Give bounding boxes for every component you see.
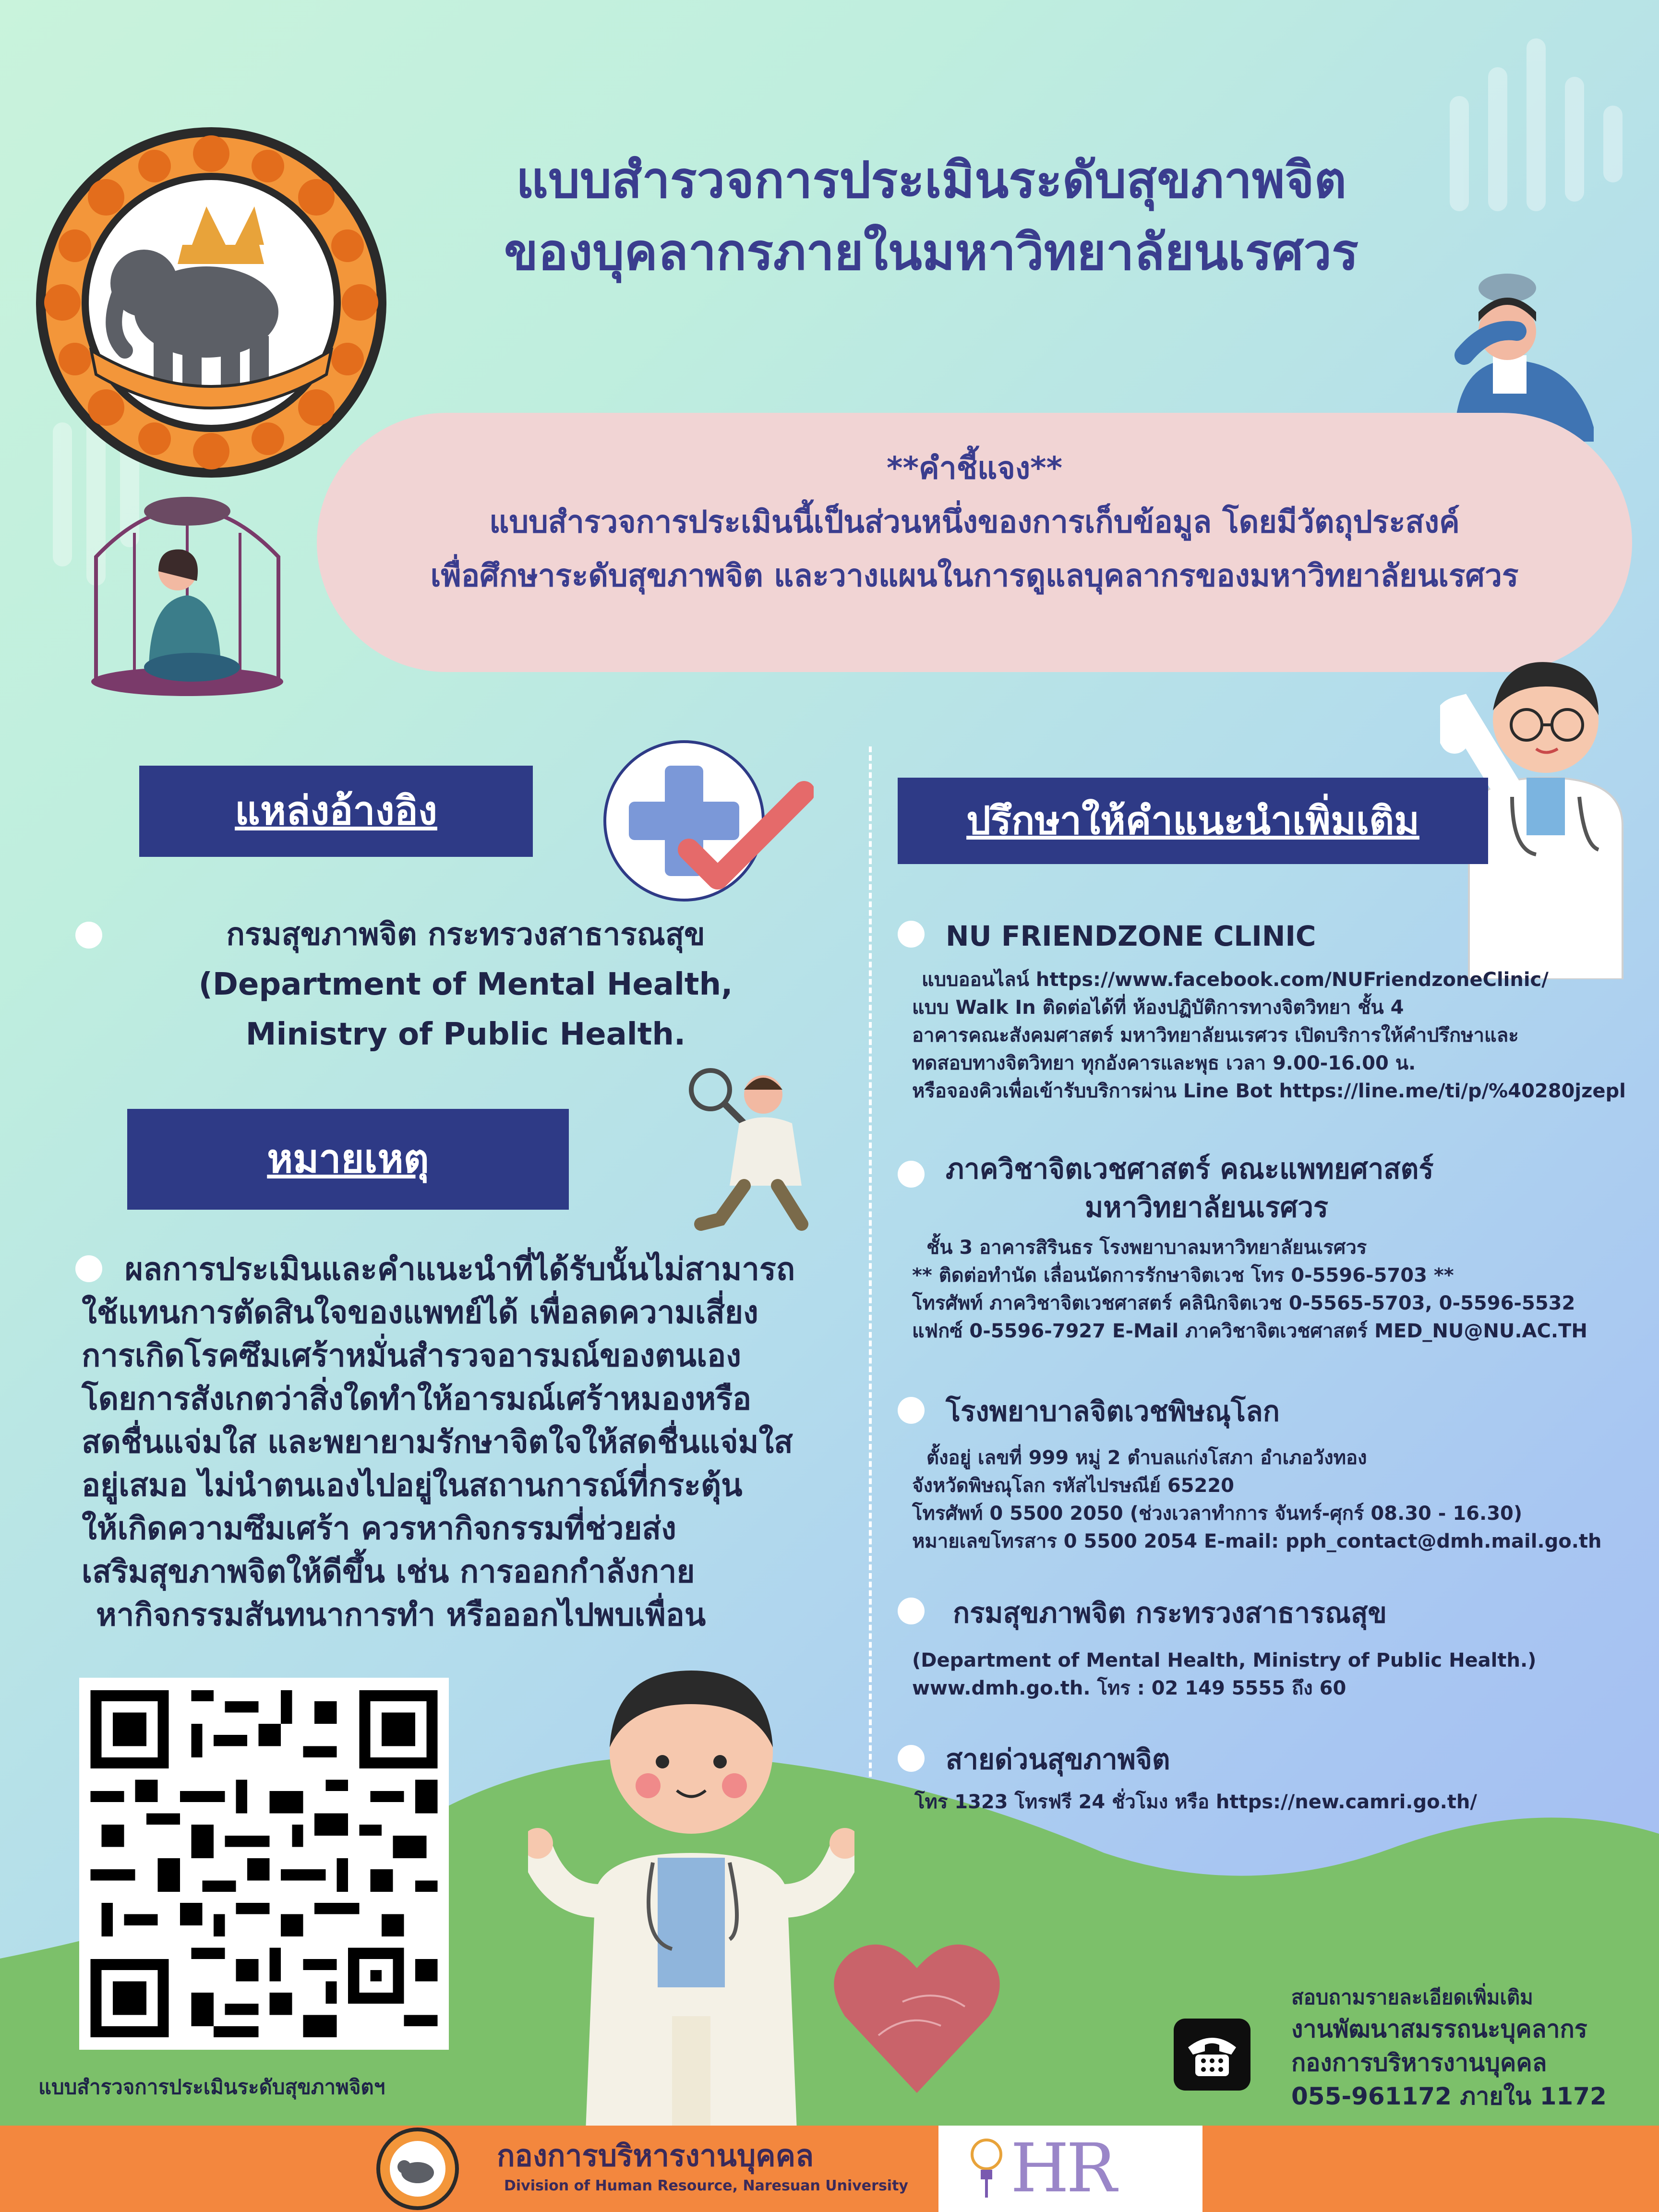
title-line-1: แบบสำรวจการประเมินระดับสุขภาพจิต [516, 151, 1347, 209]
bullet-consult-5 [898, 1745, 925, 1772]
bullet-consult-4 [898, 1598, 925, 1624]
column-divider [869, 746, 872, 1846]
consult-3-line-3: โทรศัพท์ 0 5500 2050 (ช่วงเวลาทำการ จันทร์-ศุกร์ 08.30 - 16.30) [912, 1503, 1523, 1525]
explanation-box [317, 413, 1632, 672]
footer-org-english: Division of Human Resource, Naresuan University [504, 2177, 908, 2194]
bullet-references [75, 922, 102, 949]
consult-1-line-4: ทดสอบทางจิตวิทยา ทุกอังคารและพุธ เวลา 9.00-16.00 น. [912, 1052, 1416, 1074]
note-line-7: ให้เกิดความซึมเศร้า ควรหากิจกรรมที่ช่วยส่ง [82, 1511, 676, 1547]
footer-seal-logo [370, 2126, 466, 2212]
note-heading-banner [127, 1109, 569, 1210]
consult-heading: ปรึกษาให้คำแนะนำเพิ่มเติม [966, 798, 1419, 843]
consult-3-line-4: หมายเลขโทรสาร 0 5500 2054 E-mail: pph_contact@dmh.mail.go.th [912, 1530, 1602, 1552]
telephone-icon [1174, 2019, 1250, 2091]
contact-line-1: สอบถามรายละเอียดเพิ่มเติม [1291, 1985, 1533, 2009]
explanation-heading: **คำชี้แจง** [886, 451, 1063, 486]
consult-2-line-1: ชั้น 3 อาคารสิรินธร โรงพยาบาลมหาวิทยาลัยนเรศวร [926, 1237, 1367, 1259]
bullet-consult-3 [898, 1397, 925, 1424]
note-line-3: การเกิดโรคซึมเศร้าหมั่นสำรวจอารมณ์ของตนเอง [82, 1338, 741, 1374]
consult-4-title: กรมสุขภาพจิต กระทรวงสาธารณสุข [953, 1597, 1387, 1629]
consult-4-body [912, 1647, 1536, 1702]
explanation-line-2: เพื่อศึกษาระดับสุขภาพจิต และวางแผนในการดูแลบุคลากรของมหาวิทยาลัยนเรศวร [430, 558, 1519, 594]
consult-1-line-5: หรือจองคิวเพื่อเข้ารับบริการผ่าน Line Bot https://line.me/ti/p/%40280jzepl [912, 1080, 1626, 1102]
note-line-6: อยู่เสมอ ไม่นำตนเองไปอยู่ในสถานการณ์ที่กระตุ้น [82, 1467, 743, 1503]
medical-cross-check-icon [602, 739, 814, 902]
footer-org-thai: กองการบริหารงานบุคคล [497, 2138, 814, 2173]
contact-line-3: กองการบริหารงานบุคคล [1291, 2049, 1547, 2077]
note-line-5: สดชื่นแจ่มใส และพยายามรักษาจิตใจให้สดชื่นแจ่มใส [82, 1424, 793, 1460]
title-line-2: ของบุคลากรภายในมหาวิทยาลัยนเรศวร [504, 223, 1358, 281]
consult-5-body [914, 1788, 1477, 1816]
contact-line-4: 055-961172 ภายใน 1172 [1291, 2082, 1607, 2110]
references-line-3: Ministry of Public Health. [245, 1017, 686, 1052]
contact-line-2: งานพัฒนาสมรรถนะบุคลากร [1291, 2015, 1587, 2043]
consult-2-body [912, 1234, 1587, 1345]
qr-code-image [79, 1678, 449, 2050]
hr-logo-text: HR [1010, 2129, 1114, 2208]
note-line-8: เสริมสุขภาพจิตให้ดีขึ้น เช่น การออกกำลังกาย [82, 1554, 695, 1590]
consult-5-title: สายด่วนสุขภาพจิต [946, 1743, 1170, 1776]
consult-2-title-line-2: มหาวิทยาลัยนเรศวร [1085, 1191, 1329, 1224]
hr-logo-box [938, 2126, 1202, 2212]
university-seal-logo [34, 125, 389, 480]
consult-3-body [912, 1444, 1602, 1555]
note-text [82, 1248, 850, 1637]
references-text [144, 910, 787, 1059]
consult-2-line-3: โทรศัพท์ ภาควิชาจิตเวชศาสตร์ คลินิกจิตเวช 0-5565-5703, 0-5596-5532 [912, 1292, 1575, 1314]
consult-3-title: โรงพยาบาลจิตเวชพิษณุโลก [946, 1395, 1280, 1428]
note-line-1: ผลการประเมินและคำแนะนำที่ได้รับนั้นไม่สามารถ [125, 1251, 795, 1287]
references-line-2: (Department of Mental Health, [198, 967, 733, 1002]
references-heading: แหล่งอ้างอิง [235, 788, 437, 834]
consult-1-line-3: อาคารคณะสังคมศาสตร์ มหาวิทยาลัยนเรศวร เปิดบริการให้คำปรึกษาและ [912, 1024, 1519, 1046]
consult-2-line-2: ** ติดต่อทำนัด เลื่อนนัดการรักษาจิตเวช โทร 0-5596-5703 ** [912, 1264, 1454, 1286]
consult-5-line-1: โทร 1323 โทรฟรี 24 ชั่วโมง หรือ https://new.camri.go.th/ [914, 1791, 1477, 1813]
researcher-magnifier-illustration [682, 1066, 835, 1238]
telephone-glyph [1174, 2019, 1250, 2091]
qr-label: แบบสำรวจการประเมินระดับสุขภาพจิตฯ [38, 2075, 385, 2099]
bulb-person-icon [967, 2135, 1006, 2202]
heart-hands-icon [826, 1930, 1008, 2103]
consult-3-line-2: จังหวัดพิษณุโลก รหัสไปรษณีย์ 65220 [912, 1475, 1235, 1497]
explanation-line-1: แบบสำรวจการประเมินนี้เป็นส่วนหนึ่งของการเก็บข้อมูล โดยมีวัตถุประสงค์ [489, 505, 1460, 540]
consult-2-title-line-1: ภาควิชาจิตเวชศาสตร์ คณะแพทยศาสตร์ [946, 1153, 1434, 1185]
caged-woman-illustration [77, 461, 298, 701]
bullet-consult-1 [898, 921, 925, 948]
note-heading: หมายเหตุ [267, 1136, 429, 1182]
survey-qr-code[interactable] [79, 1678, 449, 2050]
page-title [374, 144, 1488, 288]
consult-3-line-1: ตั้งอยู่ เลขที่ 999 หมู่ 2 ตำบลแก่งโสภา อำเภอวังทอง [926, 1447, 1367, 1469]
consult-heading-banner [898, 778, 1488, 864]
note-line-2: ใช้แทนการตัดสินใจของแพทย์ได้ เพื่อลดความเสี่ยง [82, 1295, 758, 1331]
consult-2-line-4: แฟกซ์ 0-5596-7927 E-Mail ภาควิชาจิตเวชศาสตร์ MED_NU@NU.AC.TH [912, 1320, 1587, 1342]
consult-1-title: NU FRIENDZONE CLINIC [946, 920, 1316, 952]
note-line-4: โดยการสังเกตว่าสิ่งใดทำให้อารมณ์เศร้าหมองหรือ [82, 1381, 752, 1417]
footer-bar [0, 2126, 1659, 2212]
consult-1-line-2: แบบ Walk In ติดต่อได้ที่ ห้องปฏิบัติการทางจิตวิทยา ชั้น 4 [912, 997, 1404, 1019]
references-line-1: กรมสุขภาพจิต กระทรวงสาธารณสุข [226, 917, 705, 952]
doctor-welcome-illustration [528, 1651, 854, 2131]
consult-1-line-1: แบบออนไลน์ https://www.facebook.com/NUFriendzoneClinic/ [922, 969, 1549, 991]
consult-4-line-2: www.dmh.go.th. โทร : 02 149 5555 ถึง 60 [912, 1677, 1346, 1699]
bullet-consult-2 [898, 1161, 925, 1188]
consult-4-line-1: (Department of Mental Health, Ministry of Public Health.) [912, 1649, 1537, 1671]
references-heading-banner [139, 766, 533, 857]
consult-1-body [912, 966, 1626, 1105]
note-line-9: หากิจกรรมสันทนาการทำ หรือออกไปพบเพื่อน [96, 1597, 706, 1633]
consult-2-title [946, 1150, 1522, 1226]
contact-info [1291, 1983, 1607, 2113]
